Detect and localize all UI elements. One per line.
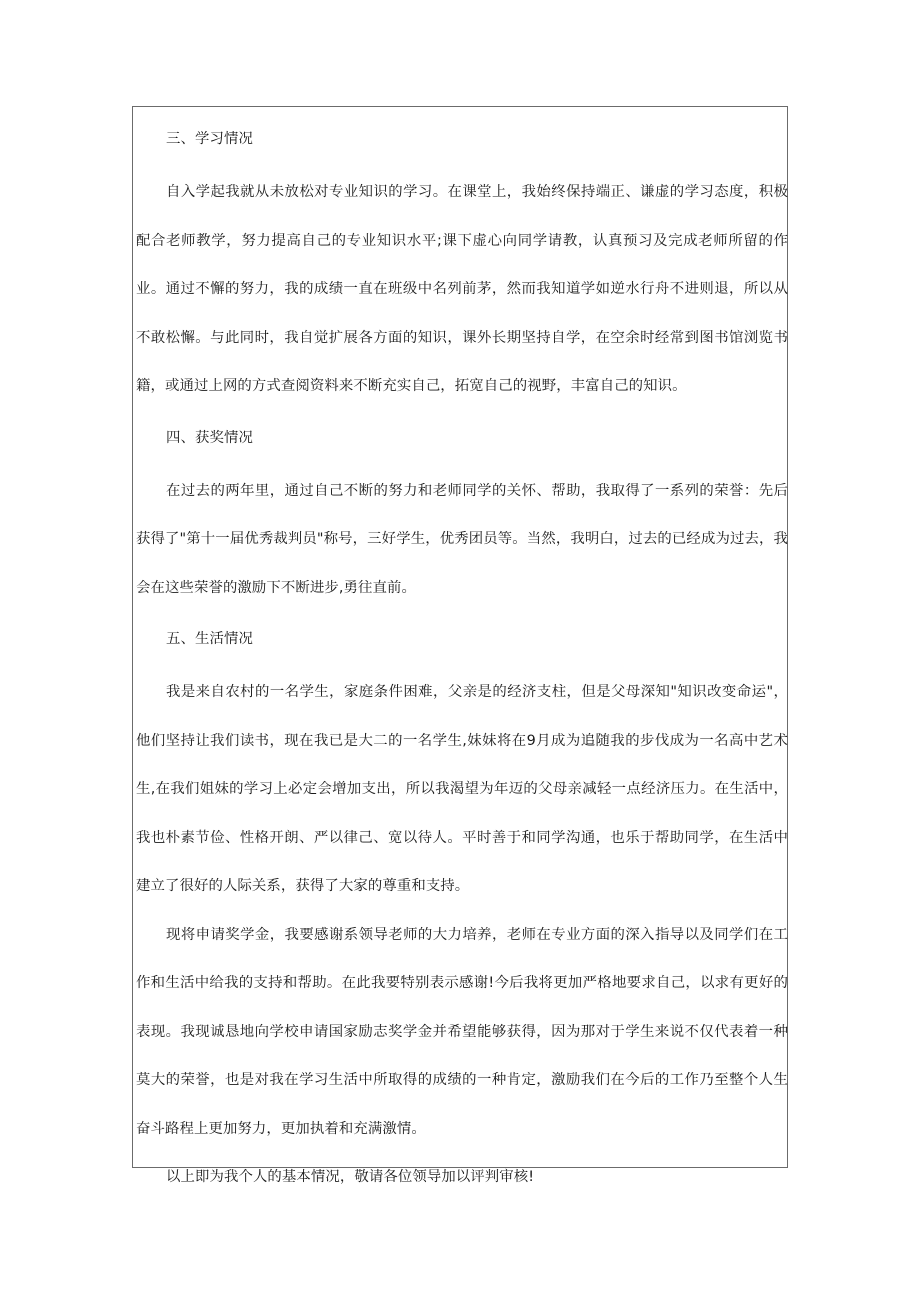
paragraph-awards: 在过去的两年里，通过自己不断的努力和老师同学的关怀、帮助，我取得了一系列的荣誉：先后获得了"第十一届优秀裁判员"称号，三好学生，优秀团员等。当然，我明白，过去的已经成为过去，我会在这些荣誉的激励下不断进步,勇往直前。 [136, 482, 788, 596]
paragraph-study: 自入学起我就从未放松对专业知识的学习。在课堂上，我始终保持端正、谦虚的学习态度，积极配合老师教学，努力提高自己的专业知识水平;课下虚心向同学请教，认真预习及完成老师所留的作业。通过不懈的努力，我的成绩一直在班级中名列前茅，然而我知道学如逆水行舟不进则退，所以从不敢松懈。与此同时，我自觉扩展各方面的知识，课外长期坚持自学，在空余时经常到图书馆浏览书籍，或通过上网的方式查阅资料来不断充实自己，拓宽自己的视野，丰富自己的知识。 [136, 184, 788, 394]
paragraph-final-line: 以上即为我个人的基本情况，敬请各位领导加以评判审核! [166, 1169, 535, 1185]
paragraph-closing: 现将申请奖学金，我要感谢系领导老师的大力培养，老师在专业方面的深入指导以及同学们在工作和生活中给我的支持和帮助。在此我要特别表示感谢!今后我将更加严格地要求自己，以求有更好的表现。我现诚恳地向学校申请国家励志奖学金并希望能够获得，因为那对于学生来说不仅代表着一种莫大的荣誉，也是对我在学习生活中所取得的成绩的一种肯定，激励我们在今后的工作乃至整个人生奋斗路程上更加努力，更加执着和充满激情。 [136, 926, 788, 1137]
paragraph-life: 我是来自农村的一名学生，家庭条件困难，父亲是的经济支柱，但是父母深知"知识改变命运"，他们坚持让我们读书，现在我已是大二的一名学生,妹妹将在9月成为追随我的步伐成为一名高中艺术生,在我们姐妹的学习上必定会增加支出，所以我渴望为年迈的父母亲减轻一点经济压力。在生活中，我也朴素节俭、性格开朗、严以律己、宽以待人。平时善于和同学沟通，也乐于帮助同学，在生活中建立了很好的人际关系，获得了大家的尊重和支持。 [136, 684, 788, 894]
section-heading-awards: 四、获奖情况 [166, 429, 253, 446]
section-heading-life: 五、生活情况 [166, 631, 253, 647]
section-heading-study: 三、学习情况 [166, 131, 253, 147]
document-body [136, 120, 788, 1202]
